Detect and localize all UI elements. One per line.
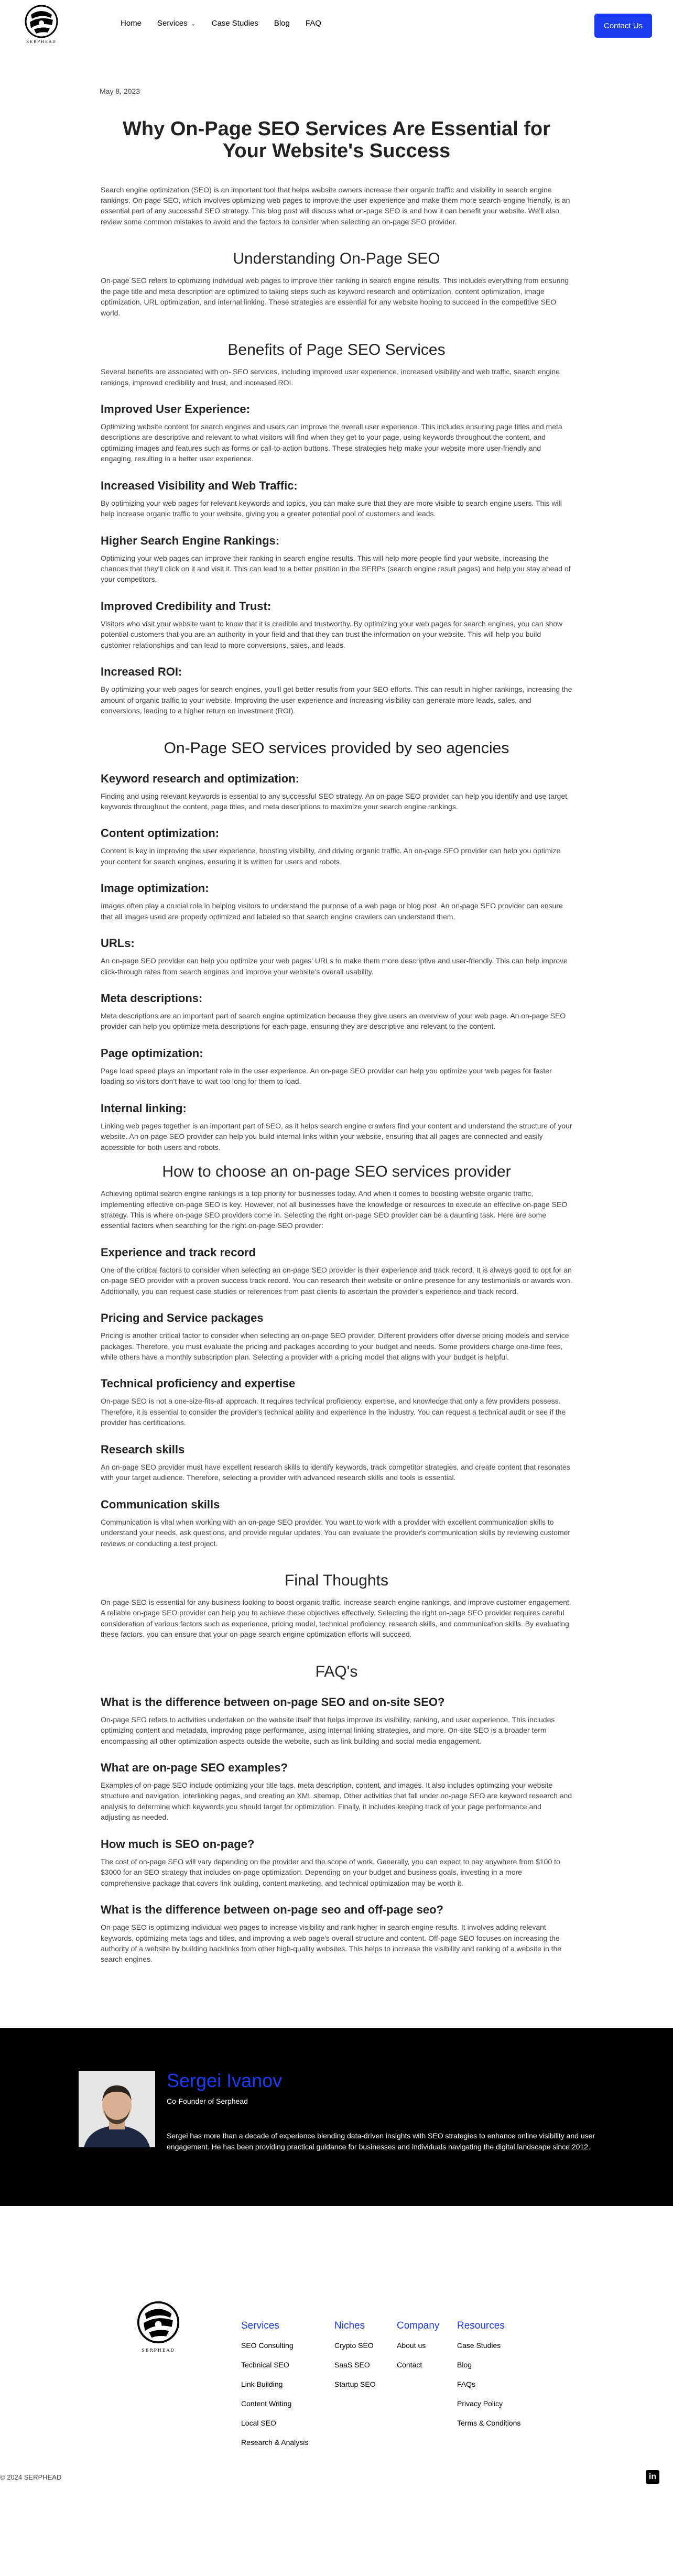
top-navigation xyxy=(0,0,673,50)
footer-column-services xyxy=(241,2320,308,2458)
section-paragraph: On-page SEO is essential for any business looking to boost organic traffic, increase search engine rankings, and improve customer engagement. A reliable on-page SEO provider can help you to achieve these objectives effectively. Selecting the right on-page SEO provider requires careful consideration of various factors such as experience, pricing model, technical proficiency, research skills, and communication skills. By evaluating these factors, you can ensure that your on-page search engine optimization efforts will succeed. xyxy=(101,1597,571,1639)
author-name: Sergei Ivanov xyxy=(167,2069,283,2091)
section-heading: How to choose an on-page SEO services provider xyxy=(162,1163,511,1181)
nav-faq-label: FAQ xyxy=(305,19,321,28)
subheading: Image optimization: xyxy=(101,882,209,895)
footer-bottom-bar xyxy=(0,2470,673,2488)
paragraph: Pricing is another critical factor to consider when selecting an on-page SEO provider. Different providers offer diverse pricing models and service packages. Therefore, you must evaluate the pricing and packages according to your budget and needs. Some providers charge one-time fees, while others have a monthly subscription plan. Selecting a provider with a pricing model that aligns with your budget is helpful. xyxy=(101,1331,569,1362)
footer-heading: Niches xyxy=(334,2320,365,2331)
footer-link[interactable]: Research & Analysis xyxy=(241,2438,309,2447)
subheading: Communication skills xyxy=(101,1497,220,1511)
faq-answer: The cost of on-page SEO will vary depending on the provider and the scope of work. Generally, you can expect to pay anywhere from $100 to $3000 for an SEO strategy that includes on-page optimization. Depending on your budget and business goals, investing in a more comprehensive package that covers link building, content marketing, and technical optimization may be worth it. xyxy=(101,1857,560,1887)
section-paragraph: On-page SEO refers to optimizing individual web pages to improve their ranking in search engine results. This includes everything from ensuring the page title and meta description are optimized to taking steps such as keyword research and optimization, content optimization, image optimization, URL optimization, and internal linking. These strategies are essential for any website hoping to succeed in the competitive SEO world. xyxy=(101,276,569,317)
subheading: Pricing and Service packages xyxy=(101,1311,264,1325)
faq-question: What is the difference between on-page seo and off-page seo? xyxy=(101,1903,443,1917)
footer-link[interactable]: Crypto SEO xyxy=(334,2341,374,2350)
copyright: © 2024 SERPHEAD xyxy=(0,2473,62,2481)
subheading: Research skills xyxy=(101,1442,185,1456)
footer-heading: Services xyxy=(241,2320,279,2331)
nav-blog[interactable] xyxy=(274,19,290,28)
nav-case-studies[interactable] xyxy=(212,19,258,28)
paragraph: One of the critical factors to consider when selecting an on-page SEO provider is their experience and track record. It is always good to opt for an on-page SEO provider with a proven success track record. You can research their website or online presence for any testimonials or awards won. Additionally, you can request case studies or references from past clients to ascertain the provider's experience and track record. xyxy=(101,1265,572,1296)
subheading: Technical proficiency and expertise xyxy=(101,1377,296,1390)
subheading: Increased ROI: xyxy=(101,665,182,679)
logo-icon xyxy=(131,2300,186,2344)
page-title: Why On-Page SEO Services Are Essential for Your Website's Success xyxy=(123,118,550,162)
chevron-down-icon: ⌄ xyxy=(190,19,196,27)
subheading: Increased Visibility and Web Traffic: xyxy=(101,479,298,492)
section-heading: Benefits of Page SEO Services xyxy=(227,341,446,359)
paragraph: Finding and using relevant keywords is essential to any successful SEO strategy. An on-page SEO provider can help you identify and use target keywords throughout the content, page titles, and meta descriptions to maximize your search engine rankings. xyxy=(101,791,568,811)
faq-answer: On-page SEO refers to activities undertaken on the website itself that helps improve its visibility, ranking, and user experience. This includes optimizing content and metadata, improving page performance, using internal linking strategies, and more. On-site SEO is a broader term encompassing all other optimization aspects outside the website, such as link building and social media engagement. xyxy=(101,1715,555,1745)
footer-link[interactable]: Startup SEO xyxy=(334,2379,376,2388)
paragraph: Visitors who visit your website want to know that it is credible and trustworthy. By optimizing your web pages for search engines, you can show potential customers that you are an authority in your field and that they can trust the information on your website. This will help you build customer relationships and can lead to more conversions, sales, and leads. xyxy=(101,619,563,649)
nav-home[interactable] xyxy=(121,19,142,28)
author-section xyxy=(0,2028,673,2206)
section-heading: Understanding On-Page SEO xyxy=(233,250,440,268)
footer-link[interactable]: Link Building xyxy=(241,2379,283,2388)
footer-link[interactable]: Privacy Policy xyxy=(457,2399,503,2408)
contact-us-button[interactable]: Contact Us xyxy=(594,14,652,38)
subheading: Higher Search Engine Rankings: xyxy=(101,534,280,547)
paragraph: Communication is vital when working with an on-page SEO provider. You want to work with a provider with excellent communication skills to understand your needs, ask questions, and provide regular updates. You can evaluate the provider's communication skills by reviewing customer reviews or conducting a test project. xyxy=(101,1517,571,1548)
faq-question: How much is SEO on-page? xyxy=(101,1837,255,1851)
subheading: Content optimization: xyxy=(101,827,220,840)
faq-question: What is the difference between on-page SEO and on-site SEO? xyxy=(101,1695,445,1709)
author-avatar xyxy=(79,2071,155,2147)
footer-link[interactable]: SaaS SEO xyxy=(334,2360,370,2369)
paragraph: An on-page SEO provider must have excellent research skills to identify keywords, track competitor strategies, and create content that resonates with your target audience. Therefore, selecting a provider with advanced research skills and tools is essential. xyxy=(101,1462,570,1482)
footer-link[interactable]: Technical SEO xyxy=(241,2360,289,2369)
nav-faq[interactable] xyxy=(306,19,321,28)
paragraph: Meta descriptions are an important part of search engine optimization because they give users an overview of your web page. An on-page SEO provider can help you optimize meta descriptions for each page, ensuring they are descriptive and relevant to the content. xyxy=(101,1012,566,1031)
subheading: Improved User Experience: xyxy=(101,402,250,416)
paragraph: On-page SEO is not a one-size-fits-all approach. It requires technical proficiency, expertise, and knowledge that only a few providers possess. Therefore, it is essential to consider the provider's technical ability and experience in the industry. You can request a technical audit or see if the provider has certifications. xyxy=(101,1397,566,1427)
paragraph: By optimizing your web pages for search engines, you'll get better results from your SEO efforts. This can result in higher rankings, increasing the amount of organic traffic to your website. Improving the user experience and increasing visibility can generate more leads, sales, and conversions, leading to a higher return on investment (ROI). xyxy=(101,685,572,715)
section-heading: On-Page SEO services provided by seo agencies xyxy=(164,739,509,757)
nav-case-studies-label: Case Studies xyxy=(211,19,258,28)
footer-link[interactable]: Contact xyxy=(397,2360,422,2369)
section-heading: Final Thoughts xyxy=(285,1571,388,1589)
nav-services[interactable] xyxy=(157,19,196,28)
faq-answer: On-page SEO is optimizing individual web pages to increase visibility and rank higher in search engine results. It involves adding relevant keywords, optimizing meta tags and titles, and improving a web page's overall structure and content. Off-page SEO focuses on increasing the authority of a website by building backlinks from other high-quality websites. This helps to increase the visibility and ranking of a website in the search engines. xyxy=(101,1923,562,1964)
nav-home-label: Home xyxy=(121,19,142,28)
footer-column-niches xyxy=(334,2320,376,2399)
nav-services-label: Services xyxy=(157,19,188,28)
paragraph: Linking web pages together is an important part of SEO, as it helps search engine crawlers find your content and understand the structure of your website. An on-page SEO provider can help you build internal links within your website, ensuring that all pages are connected and easily accessible for both users and robots. xyxy=(101,1121,572,1151)
subheading: Keyword research and optimization: xyxy=(101,771,299,785)
footer-link[interactable]: Local SEO xyxy=(241,2418,276,2427)
paragraph: Page load speed plays an important role in the user experience. An on-page SEO provider can help you optimize your web pages for faster loading so visitors don't have to wait too long for them to load. xyxy=(101,1066,552,1086)
footer-link[interactable]: FAQs xyxy=(457,2379,476,2388)
subheading: Experience and track record xyxy=(101,1245,256,1259)
faq-answer: Examples of on-page SEO include optimizing your title tags, meta description, content, and images. It also includes optimizing your website structure and navigation, interlinking pages, and creating an XML sitemap. Other activities that fall under on-page SEO are keyword research and analysis to determine which keywords you should target for optimization. Finally, it includes keeping track of your page performance and adjusting as needed. xyxy=(101,1781,572,1822)
brand-logo[interactable] xyxy=(20,4,63,44)
section-paragraph: Several benefits are associated with on- SEO services, including improved user experience, increased visibility and web traffic, search engine rankings, improved credibility and trust, and increased ROI. xyxy=(101,367,560,387)
subheading: Page optimization: xyxy=(101,1046,203,1060)
nav-blog-label: Blog xyxy=(274,19,290,28)
intro-paragraph: Search engine optimization (SEO) is an important tool that helps website owners increase their organic traffic and visibility in search engine rankings. On-page SEO, which involves optimizing web pages to improve the user experience and make them more search-engine friendly, is an essential part of any successful SEO strategy. This blog post will discuss what on-page SEO is and how it can benefit your website. We'll also review some common mistakes to avoid and the factors to consider when selecting an on-page SEO provider. xyxy=(101,185,570,226)
paragraph: Optimizing your web pages can improve their ranking in search engine results. This will help more people find your website, increasing the chances that they'll click on it and visit it. This can lead to a better position in the SERPs (search engine result pages) and help you stay ahead of your competitors. xyxy=(101,553,571,584)
main-menu xyxy=(121,19,321,28)
footer-link[interactable]: Case Studies xyxy=(457,2341,501,2350)
section-paragraph: Achieving optimal search engine rankings is a top priority for businesses today. And when it comes to boosting website organic traffic, implementing effective on-page SEO is key. However, not all businesses have the knowledge or resources to execute an effective on-page SEO strategy. This is where on-page SEO providers come in. Selecting the right on-page SEO provider can be a daunting task. Here are some essential factors when searching for the right on-page SEO provider: xyxy=(101,1189,568,1230)
article xyxy=(101,50,572,1965)
author-bio: Sergei has more than a decade of experience blending data-driven insights with SEO strategies to enhance online visibility and user engagement. He has been providing practical guidance for businesses and individuals navigating the digital landscape since 2012. xyxy=(167,2131,595,2151)
footer-logo[interactable] xyxy=(131,2300,186,2353)
paragraph: Images often play a crucial role in helping visitors to understand the purpose of a web page or blog post. An on-page SEO provider can ensure that all images used are properly optimized and labeled so that search engine crawlers can understand them. xyxy=(101,901,563,921)
logo-wordmark: SERPHEAD xyxy=(142,2347,175,2353)
section-heading: FAQ's xyxy=(315,1662,358,1680)
footer-column-resources xyxy=(457,2320,520,2438)
subheading: Meta descriptions: xyxy=(101,992,203,1005)
footer-heading: Company xyxy=(397,2320,440,2331)
linkedin-icon[interactable]: in xyxy=(646,2470,659,2484)
paragraph: Optimizing website content for search engines and users can improve the overall user experience. This includes ensuring page titles and meta descriptions are descriptive and relevant to what visitors will find when they get to your page, using keywords throughout the content, and optimizing images and features such as forms or call-to-action buttons. These strategies help make your website more user-friendly and engaging, resulting in a better user experience. xyxy=(101,422,562,463)
paragraph: By optimizing your web pages for relevant keywords and topics, you can make sure that they are more visible to search engine users. This will help increase organic traffic to your website, giving you a greater potential pool of customers and leads. xyxy=(101,498,562,518)
footer xyxy=(0,2206,673,2488)
paragraph: Content is key in improving the user experience, boosting visibility, and driving organic traffic. An on-page SEO provider can help you optimize your content for search engines, ensuring it is written for users and robots. xyxy=(101,846,561,866)
logo-wordmark: SERPHEAD xyxy=(26,40,57,44)
footer-link[interactable]: Content Writing xyxy=(241,2399,292,2408)
footer-link[interactable]: Blog xyxy=(457,2360,472,2369)
subheading: Internal linking: xyxy=(101,1101,187,1115)
subheading: Improved Credibility and Trust: xyxy=(101,599,272,613)
faq-question: What are on-page SEO examples? xyxy=(101,1761,288,1775)
footer-link[interactable]: Terms & Conditions xyxy=(457,2418,521,2427)
author-role: Co-Founder of Serphead xyxy=(167,2096,248,2105)
post-date: May 8, 2023 xyxy=(100,87,140,95)
footer-heading: Resources xyxy=(457,2320,505,2331)
footer-link[interactable]: About us xyxy=(397,2341,426,2350)
logo-icon xyxy=(20,4,62,39)
footer-link[interactable]: SEO Consulting xyxy=(241,2341,294,2350)
subheading: URLs: xyxy=(101,937,135,950)
paragraph: An on-page SEO provider can help you optimize your web pages' URLs to make them more descriptive and user-friendly. This can help improve click-through rates from search engines and improve your website's overall usability. xyxy=(101,957,568,976)
footer-column-company xyxy=(397,2320,439,2380)
